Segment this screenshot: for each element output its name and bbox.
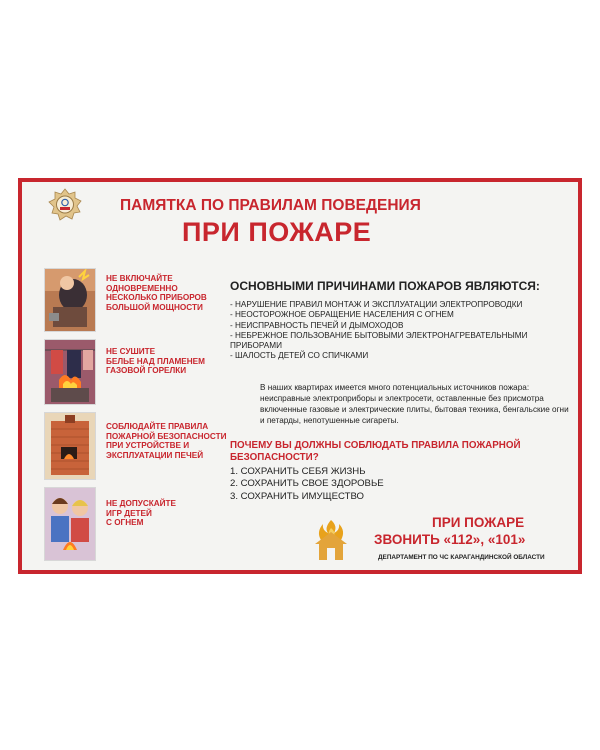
poster-title-line2: ПРИ ПОЖАРЕ: [182, 217, 372, 247]
electric-appliances-illustration: [44, 268, 96, 332]
brick-stove-illustration: [44, 412, 96, 480]
list-item: - НЕИСПРАВНОСТЬ ПЕЧЕЙ И ДЫМОХОДОВ: [230, 320, 404, 330]
list-item: 1. СОХРАНИТЬ СЕБЯ ЖИЗНЬ: [230, 466, 366, 477]
side-tip-appliances: [44, 268, 234, 330]
side-tip-text: НЕ ВКЛЮЧАЙТЕ ОДНОВРЕМЕННО НЕСКОЛЬКО ПРИБОРОВ БОЛЬШОЙ МОЩНОСТИ: [106, 274, 207, 313]
burning-house-icon: [312, 518, 350, 562]
list-item: - ШАЛОСТЬ ДЕТЕЙ СО СПИЧКАМИ: [230, 351, 369, 361]
fire-safety-poster: [18, 178, 582, 574]
reasons-list: [230, 466, 530, 503]
fire-sources-paragraph: В наших квартирах имеется много потенциальных источников пожара: неисправные электроприборы и электросети, оставленные без присмотра включенные газовые и электрические плиты, бытовая техника, бенгальские огни и петарды, непотушенные сигареты.: [260, 383, 569, 426]
side-tip-text: НЕ СУШИТЕ БЕЛЬЕ НАД ПЛАМЕНЕМ ГАЗОВОЙ ГОРЕЛКИ: [106, 347, 205, 376]
laundry-over-gas-illustration: [44, 339, 96, 405]
emergency-emblem-icon: [48, 188, 82, 222]
list-item: - НАРУШЕНИЕ ПРАВИЛ МОНТАЖ И ЭКСПЛУАТАЦИИ ЭЛЕКТРОПРОВОДКИ: [230, 300, 523, 309]
side-tip-stove: [44, 412, 234, 478]
causes-heading: ОСНОВНЫМИ ПРИЧИНАМИ ПОЖАРОВ ЯВЛЯЮТСЯ:: [230, 279, 540, 293]
side-tip-text: НЕ ДОПУСКАЙТЕ ИГР ДЕТЕЙ С ОГНЕМ: [106, 499, 176, 528]
list-item: - НЕОСТОРОЖНОЕ ОБРАЩЕНИЕ НАСЕЛЕНИЯ С ОГНЕМ: [230, 310, 454, 320]
list-item: - НЕБРЕЖНОЕ ПОЛЬЗОВАНИЕ БЫТОВЫМИ ЭЛЕКТРОНАГРЕВАТЕЛЬНЫМИ ПРИБОРАМИ: [230, 330, 528, 350]
children-with-fire-illustration: [44, 487, 96, 561]
department-name: ДЕПАРТАМЕНТ ПО ЧС КАРАГАНДИНСКОЙ ОБЛАСТИ: [378, 554, 545, 561]
why-heading: ПОЧЕМУ ВЫ ДОЛЖНЫ СОБЛЮДАТЬ ПРАВИЛА ПОЖАРНОЙ БЕЗОПАСНОСТИ?: [230, 440, 521, 463]
poster-title-line1: ПАМЯТКА ПО ПРАВИЛАМ ПОВЕДЕНИЯ: [120, 197, 421, 214]
list-item: 2. СОХРАНИТЬ СВОЕ ЗДОРОВЬЕ: [230, 478, 384, 490]
causes-list: [230, 300, 570, 362]
list-item: 3. СОХРАНИТЬ ИМУЩЕСТВО: [230, 490, 365, 502]
side-tip-laundry: [44, 339, 234, 403]
side-tip-children: [44, 487, 234, 559]
call-heading: ПРИ ПОЖАРЕ: [432, 515, 525, 530]
emergency-numbers: ЗВОНИТЬ «112», «101»: [374, 532, 526, 547]
side-tip-text: СОБЛЮДАЙТЕ ПРАВИЛА ПОЖАРНОЙ БЕЗОПАСНОСТИ ПРИ УСТРОЙСТВЕ И ЭКСПЛУАТАЦИИ ПЕЧЕЙ: [106, 422, 227, 461]
